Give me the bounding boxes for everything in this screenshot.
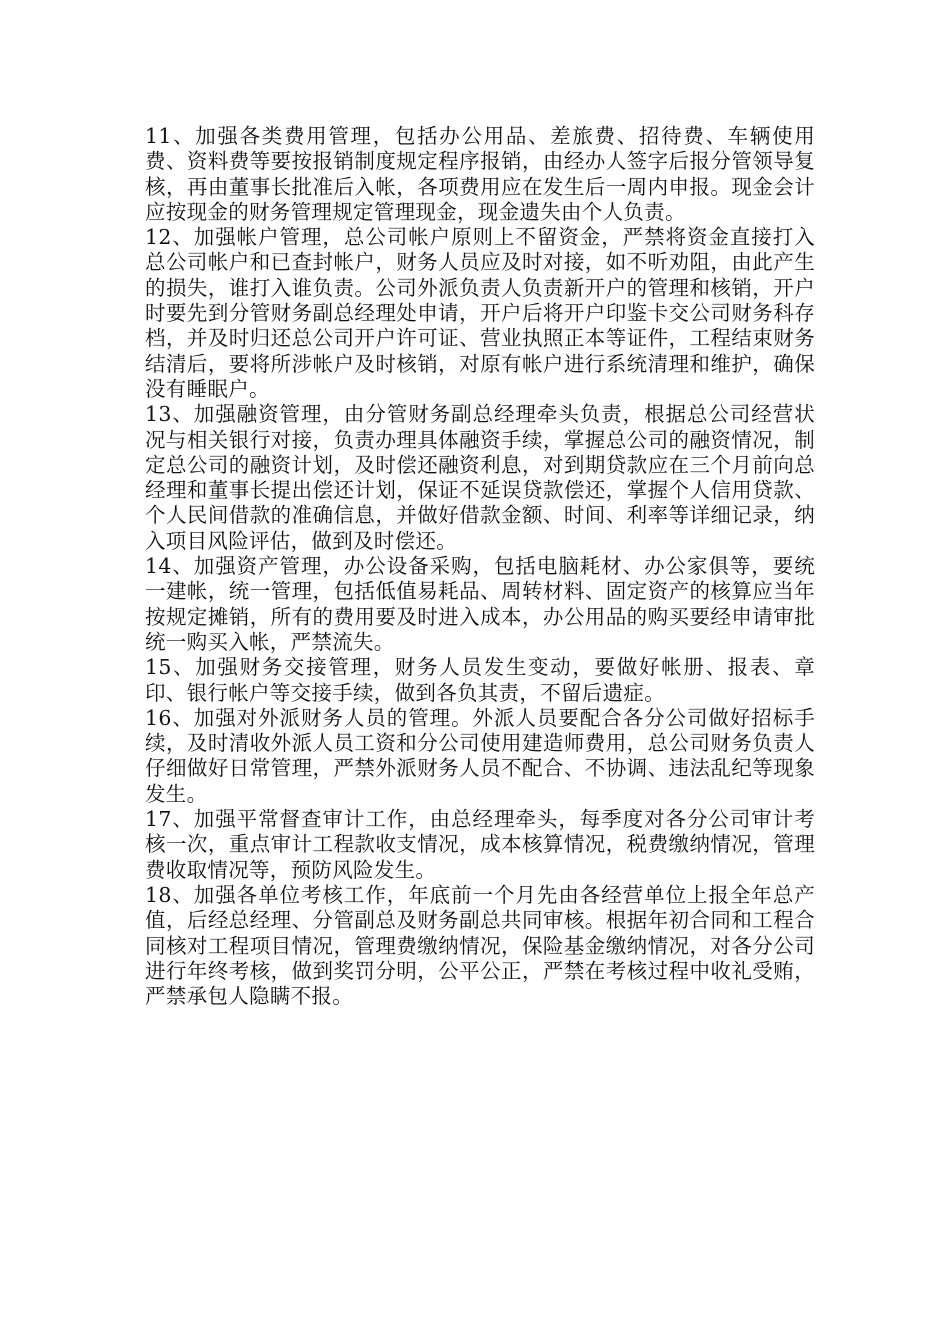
paragraph-11: 11、加强各类费用管理，包括办公用品、差旅费、招待费、车辆使用费、资料费等要按报销制度规定程序报销，由经办人签字后报分管领导复核，再由董事长批准后入帐，各项费用应在发生后一周内申报。现金会计应按现金的财务管理规定管理现金，现金遗失由个人负责。 (145, 124, 815, 224)
paragraph-17: 17、加强平常督查审计工作，由总经理牵头，每季度对各分公司审计考核一次，重点审计工程款收支情况，成本核算情况，税费缴纳情况，管理费收取情况等，预防风险发生。 (145, 807, 815, 882)
paragraph-16: 16、加强对外派财务人员的管理。外派人员要配合各分公司做好招标手续，及时清收外派人员工资和分公司使用建造师费用，总公司财务负责人仔细做好日常管理，严禁外派财务人员不配合、不协调、违法乱纪等现象发生。 (145, 705, 815, 806)
paragraph-15: 15、加强财务交接管理，财务人员发生变动，要做好帐册、报表、章印、银行帐户等交接手续，做到各负其责，不留后遗症。 (145, 655, 815, 705)
paragraph-12: 12、加强帐户管理，总公司帐户原则上不留资金，严禁将资金直接打入总公司帐户和已查封帐户，财务人员应及时对接，如不听劝阻，由此产生的损失，谁打入谁负责。公司外派负责人负责新开户的管理和核销，开户时要先到分管财务副总经理处申请，开户后将开户印鉴卡交公司财务科存档，并及时归还总公司开户许可证、营业执照正本等证件，工程结束财务结清后，要将所涉帐户及时核销，对原有帐户进行系统清理和维护，确保没有睡眠户。 (145, 225, 815, 401)
paragraph-18: 18、加强各单位考核工作，年底前一个月先由各经营单位上报全年总产值，后经总经理、分管副总及财务副总共同审核。根据年初合同和工程合同核对工程项目情况，管理费缴纳情况，保险基金缴纳情况，对各分公司进行年终考核，做到奖罚分明，公平公正，严禁在考核过程中收礼受贿，严禁承包人隐瞒不报。 (145, 882, 815, 1009)
paragraph-13: 13、加强融资管理，由分管财务副总经理牵头负责，根据总公司经营状况与相关银行对接，负责办理具体融资手续，掌握总公司的融资情况，制定总公司的融资计划，及时偿还融资利息，对到期贷款应在三个月前向总经理和董事长提出偿还计划，保证不延误贷款偿还，掌握个人信用贷款、个人民间借款的准确信息，并做好借款金额、时间、利率等详细记录，纳入项目风险评估，做到及时偿还。 (145, 402, 815, 553)
document-body (145, 124, 815, 1009)
paragraph-14: 14、加强资产管理，办公设备采购，包括电脑耗材、办公家俱等，要统一建帐，统一管理，包括低值易耗品、周转材料、固定资产的核算应当年按规定摊销，所有的费用要及时进入成本，办公用品的购买要经申请审批统一购买入帐，严禁流失。 (145, 554, 815, 654)
